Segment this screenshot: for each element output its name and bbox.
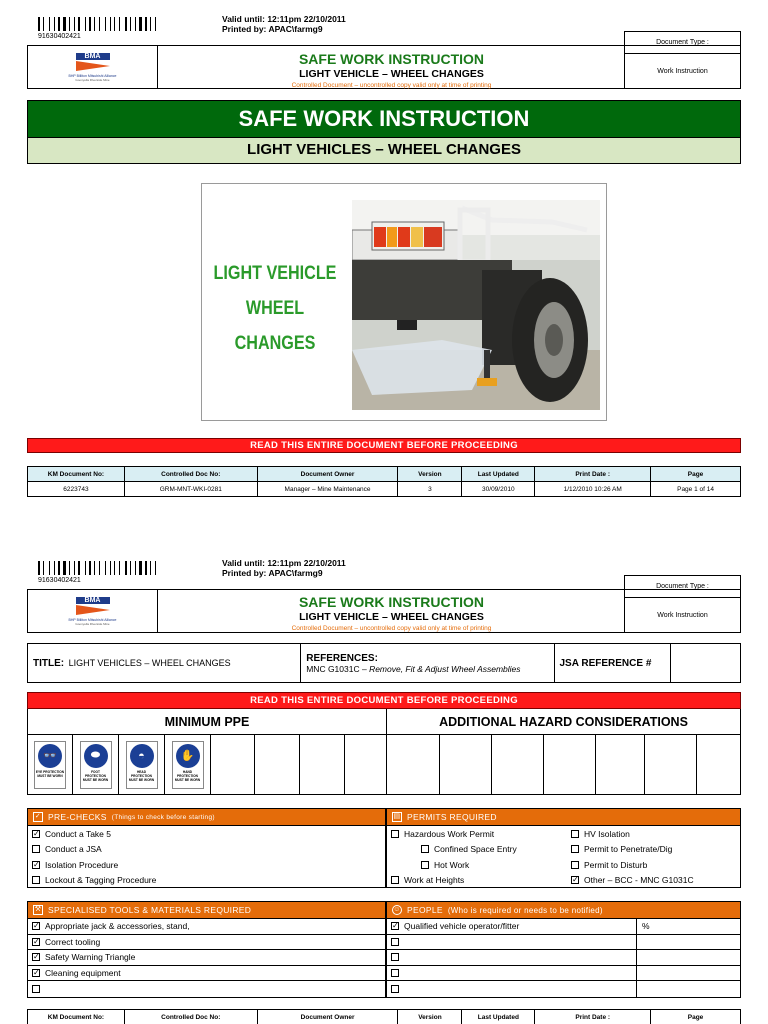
precheck-item — [28, 842, 385, 858]
checkbox-icon[interactable] — [32, 876, 40, 884]
ppe-cell — [165, 735, 211, 794]
tool-item — [28, 950, 385, 966]
prechecks-title: PRE-CHECKS — [48, 811, 107, 822]
bma-logo-icon: BMA — [76, 597, 110, 615]
ppe-header-row — [27, 709, 741, 735]
jsa-value-cell[interactable] — [671, 644, 740, 682]
header-subtitle: LIGHT VEHICLE – WHEEL CHANGES — [299, 68, 484, 80]
checkbox-icon[interactable] — [391, 876, 399, 884]
permit-item — [387, 826, 567, 842]
page-subtitle: LIGHT VEHICLES – WHEEL CHANGES — [27, 138, 741, 164]
checkbox-icon[interactable] — [391, 969, 399, 977]
cover-photo-caption — [202, 256, 348, 361]
references-label: REFERENCES: — [306, 652, 378, 664]
checkbox-icon[interactable] — [571, 845, 579, 853]
hazard-heading: ADDITIONAL HAZARD CONSIDERATIONS — [439, 714, 688, 729]
jsa-cell — [555, 644, 672, 682]
validity-info — [222, 558, 346, 578]
title-row — [27, 643, 741, 683]
hazard-cell — [544, 735, 596, 794]
cover-photo-frame — [201, 183, 607, 421]
table-header-cell: Last Updated — [462, 1010, 535, 1024]
barcode — [38, 561, 166, 575]
table-header-cell: Document Owner — [257, 467, 398, 482]
checked-checkbox-icon[interactable]: ✓ — [33, 828, 40, 838]
checklist-label: Correct tooling — [45, 936, 101, 947]
people-item — [387, 966, 740, 982]
permits-title: PERMITS REQUIRED — [407, 811, 497, 822]
header-title-block — [158, 590, 625, 632]
table-header-cell: Controlled Doc No: — [124, 467, 257, 482]
table-cell: 3 — [398, 482, 462, 497]
doc-type-value: Work Instruction — [657, 67, 708, 75]
checked-checkbox-icon[interactable]: ✓ — [572, 875, 579, 885]
min-ppe-heading: MINIMUM PPE — [28, 709, 387, 734]
doc-type-label: Document Type : — [625, 32, 740, 54]
title-cell — [28, 644, 301, 682]
permit-item — [387, 873, 567, 889]
table-row — [28, 482, 741, 497]
company-logo — [28, 590, 158, 632]
checklist-label: Work at Heights — [404, 875, 465, 886]
doc-type-box — [624, 31, 741, 89]
read-warning-bar: READ THIS ENTIRE DOCUMENT BEFORE PROCEEDING — [27, 692, 741, 709]
ppe-sign — [126, 741, 158, 789]
logo-subtitle: BHP Billiton Mitsubishi Alliance — [68, 617, 117, 622]
ppe-sign — [80, 741, 112, 789]
people-extra — [636, 935, 642, 950]
people-section — [386, 901, 741, 998]
hazard-cell — [697, 735, 738, 794]
read-warning-bar: READ THIS ENTIRE DOCUMENT BEFORE PROCEEDING — [27, 438, 741, 453]
permit-item — [567, 873, 740, 889]
checklist-label: Permit to Penetrate/Dig — [584, 844, 673, 855]
title-label: TITLE: — [33, 657, 65, 669]
table-cell: 30/09/2010 — [462, 482, 535, 497]
table-cell: GRM-MNT-WKI-0281 — [124, 482, 257, 497]
people-header — [387, 902, 740, 919]
checkbox-icon[interactable] — [32, 845, 40, 853]
people-list — [387, 919, 740, 997]
prechecks-header — [28, 809, 385, 826]
table-header-cell: Print Date : — [535, 1010, 651, 1024]
title-value: LIGHT VEHICLES – WHEEL CHANGES — [68, 658, 231, 668]
tool-item — [28, 935, 385, 951]
barcode — [38, 17, 166, 31]
document-icon: ▤ — [393, 813, 401, 820]
references-cell — [301, 644, 554, 682]
checked-checkbox-icon[interactable]: ✓ — [33, 936, 40, 946]
checkbox-icon[interactable] — [571, 861, 579, 869]
checked-checkbox-icon[interactable]: ✓ — [33, 921, 40, 931]
valid-until: Valid until: 12:11pm 22/10/2011 — [222, 14, 346, 24]
ppe-cell — [28, 735, 73, 794]
checklist-label: Confined Space Entry — [434, 844, 517, 855]
table-header-cell: KM Document No: — [28, 467, 125, 482]
people-extra — [636, 966, 642, 981]
header-title-block — [158, 46, 625, 88]
caption-line-2: WHEEL CHANGES — [234, 298, 316, 354]
checklist-label: Hot Work — [434, 859, 470, 870]
table-header-cell: Page — [651, 467, 741, 482]
ppe-sign — [34, 741, 66, 789]
doc-type-label: Document Type : — [625, 576, 740, 598]
people-item — [387, 981, 740, 997]
table-header-cell: Document Owner — [257, 1010, 398, 1024]
people-extra: % — [636, 919, 650, 934]
precheck-item — [28, 873, 385, 889]
ppe-cell-empty — [300, 735, 345, 794]
people-extra — [636, 950, 642, 965]
table-header-cell: Version — [398, 1010, 462, 1024]
table-header-row — [28, 1010, 741, 1024]
permit-item — [567, 857, 740, 873]
footer-meta-table — [27, 1009, 741, 1024]
checklist-label: Conduct a Take 5 — [45, 828, 111, 839]
checkbox-icon: ✓ — [34, 813, 42, 820]
tool-item — [28, 919, 385, 935]
valid-until: Valid until: 12:11pm 22/10/2011 — [222, 558, 346, 568]
header-title: SAFE WORK INSTRUCTION — [298, 51, 485, 67]
header-title: SAFE WORK INSTRUCTION — [298, 594, 485, 610]
barcode-number: 91630402421 — [38, 33, 81, 40]
checklist-label: Conduct a JSA — [45, 844, 102, 855]
checkbox-icon[interactable] — [391, 830, 399, 838]
logo-subtitle: BHP Billiton Mitsubishi Alliance — [68, 73, 117, 78]
permits-body — [387, 826, 740, 888]
precheck-item — [28, 826, 385, 842]
prechecks-note: (Things to check before starting) — [111, 813, 215, 821]
doc-type-value: Work Instruction — [657, 611, 708, 619]
validity-info — [222, 14, 346, 34]
tool-item — [28, 966, 385, 982]
table-header-cell: Page — [651, 1010, 741, 1024]
permits-right-list — [567, 826, 740, 888]
checklist-label: HV Isolation — [584, 828, 630, 839]
checkbox-icon[interactable] — [391, 938, 399, 946]
hand-protection-icon: ✋ — [176, 744, 200, 768]
head-protection-icon: ◓ — [130, 744, 154, 768]
prechecks-list — [28, 826, 385, 888]
table-cell: 1/12/2010 10:26 AM — [535, 482, 651, 497]
checked-checkbox-icon[interactable]: ✓ — [33, 952, 40, 962]
permits-section — [386, 808, 741, 888]
bma-logo-icon: BMA — [76, 53, 110, 71]
logo-subtitle-2: Goonyella Riverside Mine — [75, 621, 110, 626]
barcode-number: 91630402421 — [38, 577, 81, 584]
permit-item — [387, 842, 567, 858]
tool-item — [28, 981, 385, 997]
printed-by: Printed by: APAC\farmg9 — [222, 568, 323, 578]
header-subtitle: LIGHT VEHICLE – WHEEL CHANGES — [299, 611, 484, 623]
people-note: (Who is required or needs to be notified) — [447, 905, 603, 915]
document-meta-table — [27, 466, 741, 497]
table-header-cell: Version — [398, 467, 462, 482]
tools-header — [28, 902, 385, 919]
jsa-label: JSA REFERENCE # — [559, 657, 652, 669]
tools-list — [28, 919, 385, 997]
checklist-label: Other – BCC - MNC G1031C — [584, 875, 694, 886]
ppe-caption: FOOT PROTECTION MUST BE WORN — [82, 769, 109, 782]
table-header-cell: KM Document No: — [28, 1010, 125, 1024]
ppe-caption: EYE PROTECTION MUST BE WORN — [35, 769, 65, 778]
precheck-item — [28, 857, 385, 873]
ppe-sign — [172, 741, 204, 789]
hazard-cell — [440, 735, 492, 794]
people-item — [387, 935, 740, 951]
table-header-cell: Print Date : — [535, 467, 651, 482]
permit-item — [567, 842, 740, 858]
table-cell: Manager – Mine Maintenance — [257, 482, 398, 497]
page-title: SAFE WORK INSTRUCTION — [27, 100, 741, 138]
logo-subtitle-2: Goonyella Riverside Mine — [75, 77, 110, 82]
checked-checkbox-icon[interactable]: ✓ — [392, 921, 399, 931]
checklist-label: Cleaning equipment — [45, 967, 121, 978]
people-icon: ☺ — [393, 906, 401, 913]
permits-header — [387, 809, 740, 826]
checkbox-icon[interactable] — [391, 985, 399, 993]
checked-checkbox-icon[interactable]: ✓ — [33, 967, 40, 977]
references-value — [306, 664, 520, 674]
tools-title: SPECIALISED TOOLS & MATERIALS REQUIRED — [48, 904, 252, 915]
checked-checkbox-icon[interactable]: ✓ — [33, 859, 40, 869]
foot-protection-icon: ⬬ — [84, 744, 108, 768]
checklist-label: Appropriate jack & accessories, stand, — [45, 921, 190, 932]
controlled-note: Controlled Document – uncontrolled copy valid only at time of printing — [291, 625, 492, 632]
hazard-cell — [645, 735, 697, 794]
ppe-row — [27, 735, 741, 795]
table-header-cell: Last Updated — [462, 467, 535, 482]
people-title: PEOPLE — [407, 904, 443, 915]
tools-section — [27, 901, 386, 998]
company-logo — [28, 46, 158, 88]
people-item — [387, 950, 740, 966]
checkbox-icon[interactable] — [32, 985, 40, 993]
prechecks-section — [27, 808, 386, 888]
ppe-cell-empty — [211, 735, 255, 794]
reference-text: Remove, Fit & Adjust Wheel Assemblies — [369, 663, 521, 674]
ppe-cell-empty — [255, 735, 300, 794]
people-item — [387, 919, 740, 935]
table-cell: 6223743 — [28, 482, 125, 497]
permit-item — [387, 857, 567, 873]
doc-type-box — [624, 575, 741, 633]
checkbox-icon[interactable] — [421, 845, 429, 853]
checkbox-icon[interactable] — [571, 830, 579, 838]
people-extra — [636, 981, 642, 997]
ppe-cell — [73, 735, 119, 794]
ppe-cell — [119, 735, 165, 794]
controlled-note: Controlled Document – uncontrolled copy valid only at time of printing — [291, 82, 492, 89]
tools-icon: ⚒ — [34, 906, 42, 913]
permit-item — [567, 826, 740, 842]
permits-left-list — [387, 826, 567, 888]
checklist-label: Lockout & Tagging Procedure — [45, 875, 157, 886]
table-header-cell: Controlled Doc No: — [124, 1010, 257, 1024]
eye-protection-icon: 👓 — [38, 744, 62, 768]
caption-line-1: LIGHT VEHICLE — [213, 263, 337, 284]
ppe-cell-empty — [345, 735, 387, 794]
hazard-cell — [492, 735, 544, 794]
hazard-cell — [387, 735, 440, 794]
vehicle-photo — [352, 200, 600, 410]
ppe-caption: HAND PROTECTION MUST BE WORN — [174, 769, 201, 782]
table-header-row — [28, 467, 741, 482]
checkbox-icon[interactable] — [421, 861, 429, 869]
checklist-label: Isolation Procedure — [45, 859, 119, 870]
checkbox-icon[interactable] — [391, 953, 399, 961]
checklist-label: Hazardous Work Permit — [404, 828, 495, 839]
printed-by: Printed by: APAC\farmg9 — [222, 24, 323, 34]
ppe-caption: HEAD PROTECTION MUST BE WORN — [128, 769, 155, 782]
hazard-cell — [596, 735, 645, 794]
checklist-label: Qualified vehicle operator/fitter — [404, 921, 520, 932]
reference-code: MNC G1031C – — [306, 663, 370, 674]
checklist-label: Safety Warning Triangle — [45, 952, 136, 963]
checklist-label: Permit to Disturb — [584, 859, 648, 870]
table-cell: Page 1 of 14 — [651, 482, 741, 497]
